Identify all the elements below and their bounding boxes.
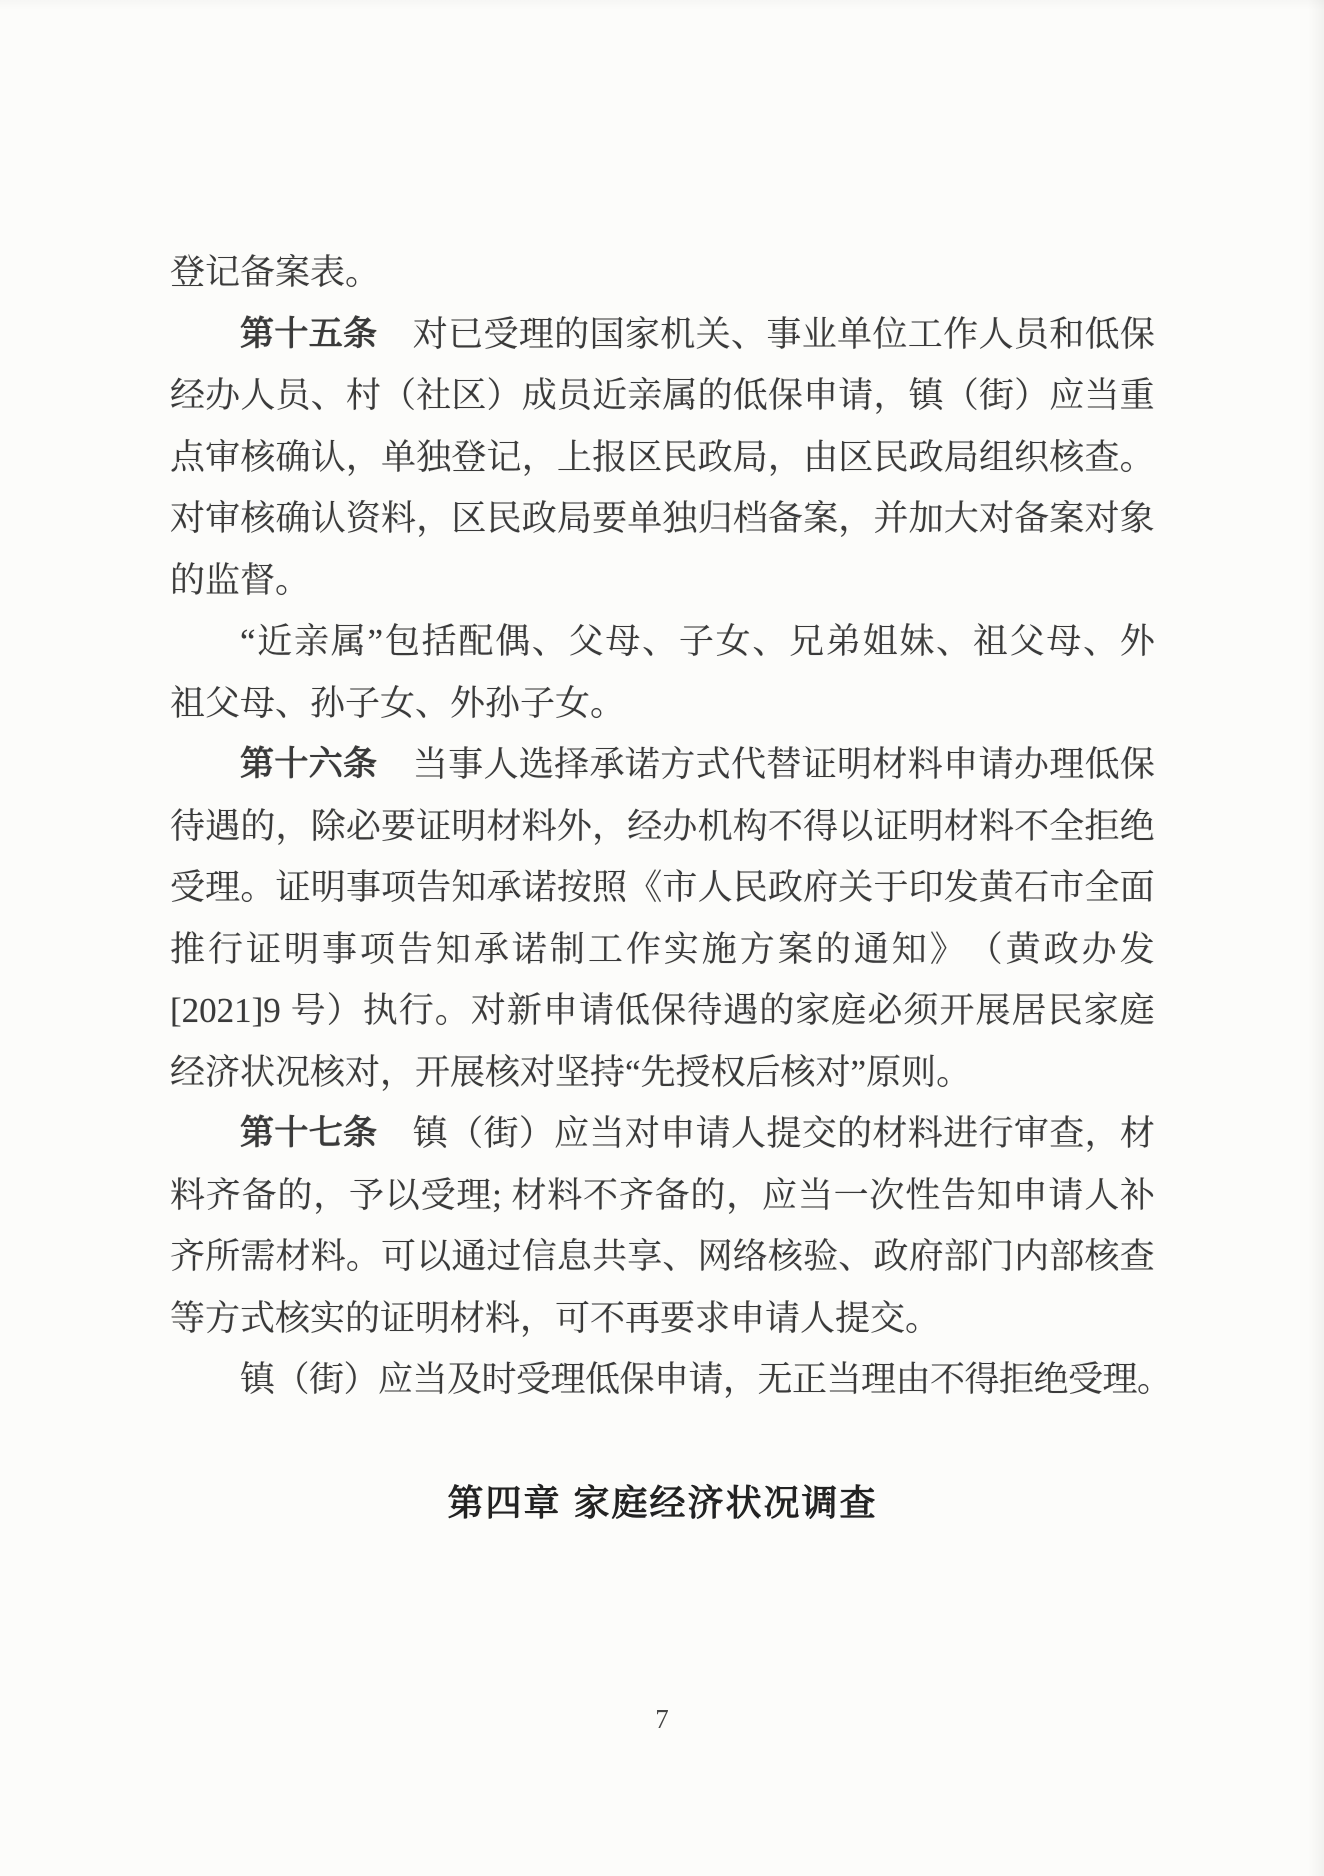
text-line: “ 近 亲 属 ” 包 括 配 偶 、 父 母 、 子 女 、 兄 弟 姐 妹 、 祖 父 母 、 外 (240, 622, 1155, 661)
text-line: 经 办 人 员 、 村 （ 社 区 ） 成 员 近 亲 属 的 低 保 申 请 ， 镇 （ 街 ） 应 当 重 (170, 376, 1155, 415)
text-line: 推 行 证 明 事 项 告 知 承 诺 制 工 作 实 施 方 案 的 通 知 》 （ 黄 政 办 发 (170, 929, 1155, 969)
text-line: 齐 所 需 材 料 。 可 以 通 过 信 息 共 享 、 网 络 核 验 、 政 府 部 门 内 部 核 查 (170, 1237, 1155, 1276)
text-line: 登记备案表。 (170, 253, 381, 292)
text-line: 第 十 六 条 当 事 人 选 择 承 诺 方 式 代 替 证 明 材 料 申 请 办 理 低 保 (240, 745, 1155, 784)
text-line: 经济状况核对，开展核对坚持“先授权后核对”原则。 (170, 1052, 972, 1092)
text-line: 等方式核实的证明材料，可不再要求申请人提交。 (170, 1298, 941, 1338)
page-number: 7 (655, 1704, 669, 1734)
document-body (170, 242, 1172, 1534)
chapter-heading: 第四章 家庭经济状况调查 (447, 1482, 878, 1523)
blank-line (170, 1411, 1155, 1473)
text-line: 的监督。 (170, 560, 311, 600)
text-line: 料 齐 备 的 ， 予 以 受 理 ; 材 料 不 齐 备 的 ， 应 当 一 次 性 告 知 申 请 人 补 (170, 1175, 1155, 1215)
text-line: 受 理 。 证 明 事 项 告 知 承 诺 按 照 《 市 人 民 政 府 关 于 印 发 黄 石 市 全 面 (170, 868, 1155, 907)
text-line: 点 审 核 确 认 ， 单 独 登 记 ， 上 报 区 民 政 局 ， 由 区 民 政 局 组 织 核 查 。 (170, 437, 1155, 477)
text-line: 第 十 七 条 镇 （ 街 ） 应 当 对 申 请 人 提 交 的 材 料 进 行 审 查 ， 材 (240, 1114, 1155, 1153)
text-line: 镇（街）应当及时受理低保申请，无正当理由不得拒绝受理。 (240, 1360, 1172, 1399)
text-line: 待 遇 的 ， 除 必 要 证 明 材 料 外 ， 经 办 机 构 不 得 以 证 明 材 料 不 全 拒 绝 (170, 806, 1155, 846)
text-line: 第 十 五 条 对 已 受 理 的 国 家 机 关 、 事 业 单 位 工 作 人 员 和 低 保 (240, 314, 1155, 354)
text-line: 对 审 核 确 认 资 料 ， 区 民 政 局 要 单 独 归 档 备 案 ， 并 加 大 对 备 案 对 象 (170, 499, 1155, 538)
paragraph-lines (170, 242, 1172, 1411)
text-line: [2021]9 号 ） 执 行 。 对 新 申 请 低 保 待 遇 的 家 庭 必 须 开 展 居 民 家 庭 (170, 991, 1155, 1030)
text-line: 祖父母、孙子女、外孙子女。 (170, 683, 626, 723)
